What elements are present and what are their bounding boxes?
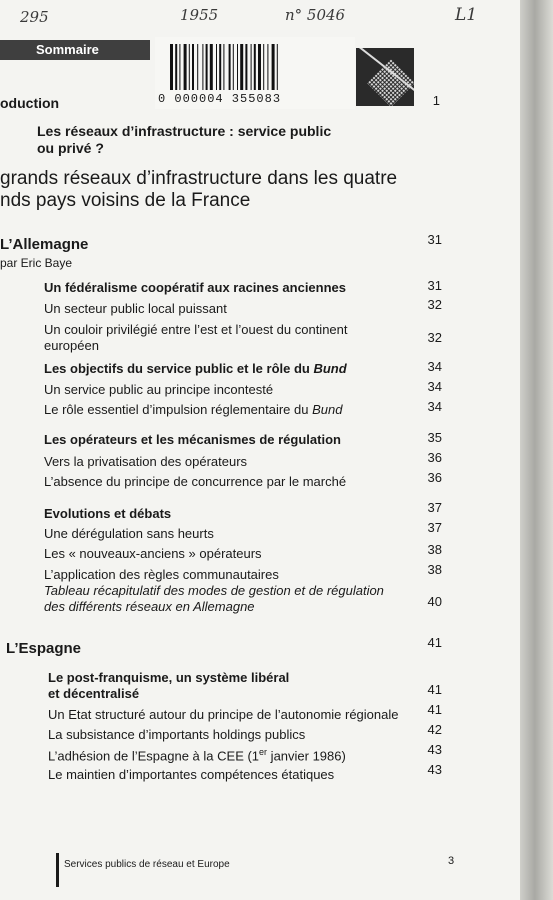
- barcode-bar: [245, 44, 247, 90]
- chapter-title-allemagne: L’Allemagne: [0, 236, 89, 253]
- toc-entry-page: 32: [427, 330, 442, 345]
- handwritten-note-1: 295: [20, 8, 49, 26]
- barcode-bar: [184, 44, 187, 90]
- section-page: 41: [427, 682, 442, 697]
- barcode-bar: [233, 44, 234, 90]
- introduction-page: 1: [432, 93, 440, 108]
- barcode-bar: [192, 44, 194, 90]
- toc-entry-page: 38: [427, 542, 442, 557]
- toc-entry-page: 42: [427, 722, 442, 737]
- barcode-bar: [202, 44, 203, 90]
- sommaire-tab: Sommaire: [0, 40, 150, 60]
- section-title: Un fédéralisme coopératif aux racines anciennes: [44, 280, 347, 295]
- section-page: 34: [427, 359, 442, 374]
- toc-entry: Le maintien d’importantes compétences étatiques: [48, 767, 335, 782]
- barcode-bar: [206, 44, 208, 90]
- toc-entry: Le rôle essentiel d’impulsion réglementaire du Bund: [44, 402, 343, 417]
- barcode-bar: [175, 44, 177, 90]
- barcode-bar: [189, 44, 190, 90]
- toc-entry-page: 43: [427, 762, 442, 777]
- toc-entry-page: 34: [427, 379, 442, 394]
- chapter-author: par Eric Baye: [0, 256, 73, 270]
- barcode-bar: [179, 44, 180, 90]
- section-title: Evolutions et débats: [44, 506, 172, 521]
- chapter-page: 41: [427, 635, 442, 650]
- toc-entry-page: 43: [427, 742, 442, 757]
- section-title: Les objectifs du service public et le rôle du Bund: [44, 361, 347, 376]
- barcode-bar: [258, 44, 261, 90]
- barcode-bar: [240, 44, 243, 90]
- table-entry-page: 40: [427, 594, 442, 609]
- barcode-bar: [219, 44, 221, 90]
- table-entry-line1: Tableau récapitulatif des modes de gestion et de régulation: [44, 583, 384, 598]
- toc-entry: L’application des règles communautaires: [44, 567, 279, 582]
- barcode-bar: [210, 44, 213, 90]
- toc-entry: L’adhésion de l’Espagne à la CEE (1er janvier 1986): [48, 747, 346, 764]
- barcode-bar: [272, 44, 275, 90]
- toc-entry-page: 41: [427, 702, 442, 717]
- section-title: Les opérateurs et les mécanismes de régulation: [44, 432, 341, 447]
- toc-entry-page: 36: [427, 470, 442, 485]
- barcode-bar: [277, 44, 278, 90]
- library-logo: [356, 48, 414, 106]
- footer-rule: [56, 853, 59, 887]
- barcode-bars: [170, 44, 342, 90]
- handwritten-note-3: n° 5046: [285, 6, 346, 24]
- toc-entry: Une dérégulation sans heurts: [44, 526, 214, 541]
- section-page: 37: [427, 500, 442, 515]
- barcode-bar: [267, 44, 268, 90]
- toc-entry-page: 36: [427, 450, 442, 465]
- toc-entry: Un service public au principe incontesté: [44, 382, 274, 397]
- section-page: 35: [427, 430, 442, 445]
- handwritten-note-4: L1: [455, 5, 478, 25]
- barcode-bar: [170, 44, 173, 90]
- toc-entry-page: 34: [427, 399, 442, 414]
- toc-entry-page: 37: [427, 520, 442, 535]
- chapter-title-espagne: L’Espagne: [6, 640, 82, 657]
- toc-entry: La subsistance d’importants holdings publics: [48, 727, 306, 742]
- barcode-bar: [237, 44, 238, 90]
- toc-entry-line1: Un couloir privilégié entre l’est et l’ouest du continent: [44, 322, 348, 337]
- theme-subtitle-line1: grands réseaux d’infrastructure dans les quatre: [0, 168, 398, 189]
- barcode-bar: [229, 44, 231, 90]
- theme-title-line2: ou privé ?: [37, 140, 104, 156]
- theme-title-line1: Les réseaux d’infrastructure : service public: [37, 123, 332, 139]
- toc-entry-page: 38: [427, 562, 442, 577]
- introduction-label: oduction: [0, 95, 60, 111]
- toc-entry-page: 32: [427, 297, 442, 312]
- toc-entry: Un Etat structuré autour du principe de l’autonomie régionale: [48, 707, 399, 722]
- footer-page-number: 3: [448, 855, 455, 867]
- section-title-line2: et décentralisé: [48, 686, 140, 701]
- toc-entry: Un secteur public local puissant: [44, 301, 227, 316]
- barcode-bar: [251, 44, 252, 90]
- section-page: 31: [427, 278, 442, 293]
- chapter-page: 31: [427, 232, 442, 247]
- footer-title: Services publics de réseau et Europe: [64, 859, 230, 870]
- barcode-bar: [254, 44, 256, 90]
- barcode-bar: [223, 44, 224, 90]
- theme-subtitle-line2: nds pays voisins de la France: [0, 190, 251, 211]
- barcode-number: 0 000004 355083: [158, 92, 282, 106]
- toc-entry: Les « nouveaux-anciens » opérateurs: [44, 546, 262, 561]
- barcode-bar: [263, 44, 264, 90]
- toc-entry-line2: européen: [44, 338, 99, 353]
- barcode-bar: [197, 44, 198, 90]
- barcode-bar: [216, 44, 217, 90]
- handwritten-note-2: 1955: [180, 6, 219, 24]
- toc-entry: L’absence du principe de concurrence par le marché: [44, 474, 347, 489]
- page-edge-shadow: [520, 0, 553, 900]
- toc-entry: Vers la privatisation des opérateurs: [44, 454, 248, 469]
- table-entry-line2: des différents réseaux en Allemagne: [44, 599, 255, 614]
- section-title-line1: Le post-franquisme, un système libéral: [48, 670, 290, 685]
